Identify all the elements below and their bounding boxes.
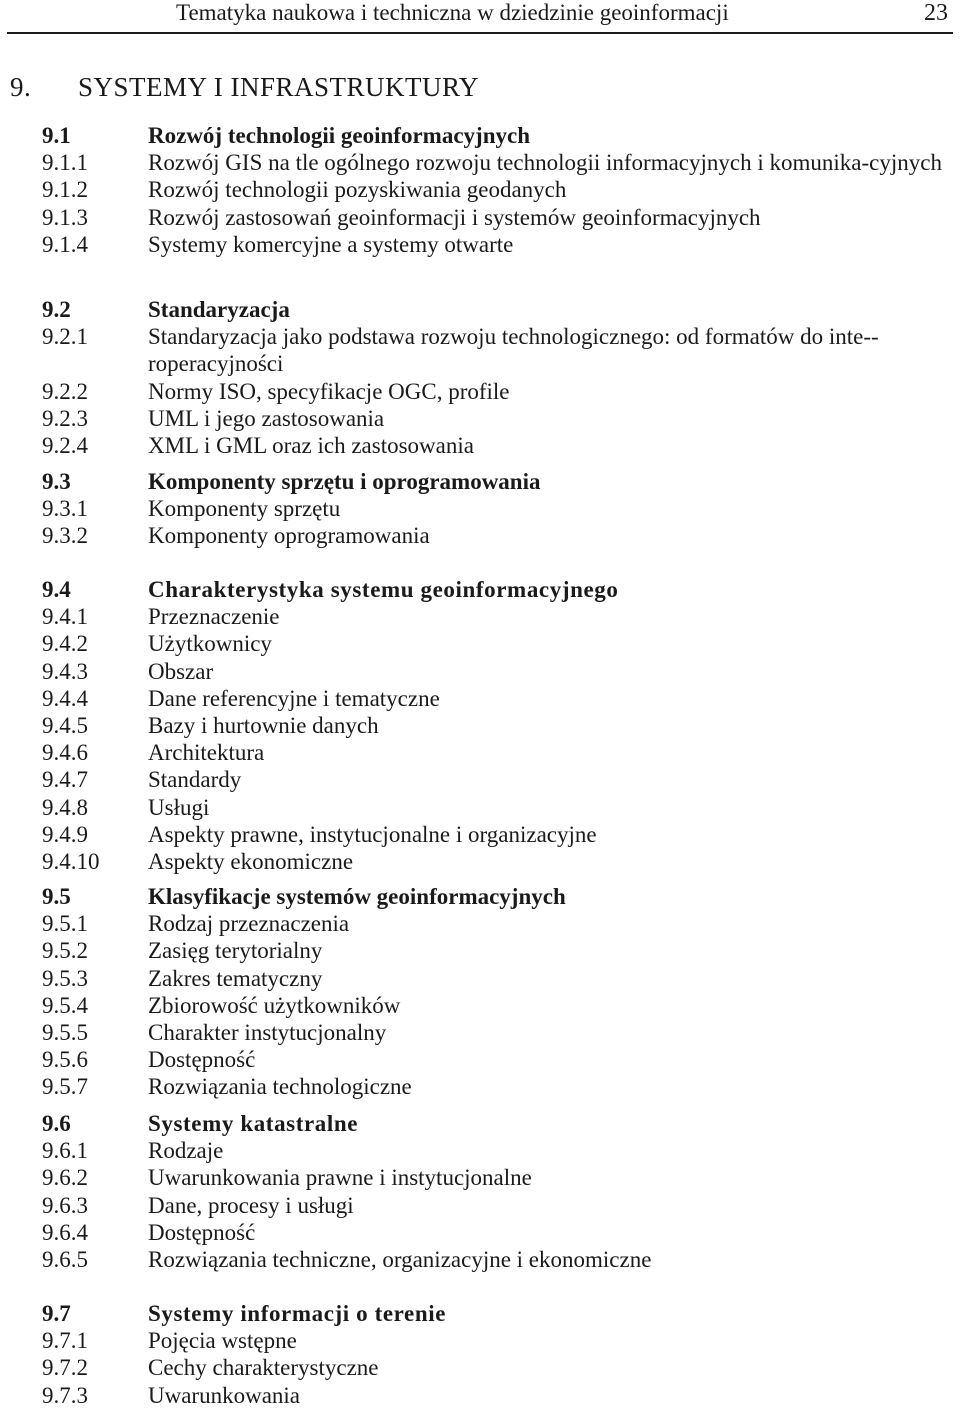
- toc-item: [0, 739, 960, 766]
- item-number: 9.7.1: [42, 1328, 88, 1354]
- chapter-title-text: SYSTEMY I INFRASTRUKTURY: [78, 72, 480, 102]
- toc-section: [0, 122, 960, 258]
- item-number: 9.6.1: [42, 1138, 88, 1164]
- toc-item: [0, 1246, 960, 1273]
- item-number: 9.4.7: [42, 767, 88, 793]
- item-number: 9.5.5: [42, 1020, 88, 1046]
- section-number: 9.2: [42, 297, 71, 322]
- item-number: 9.1.2: [42, 177, 88, 203]
- toc-item: [0, 1073, 960, 1100]
- toc-item: [0, 495, 960, 522]
- item-number: 9.6.2: [42, 1165, 88, 1191]
- item-number: 9.5.6: [42, 1047, 88, 1073]
- toc-section: [0, 296, 960, 459]
- toc-item: [0, 1164, 960, 1191]
- toc-item: [0, 1219, 960, 1246]
- toc-item: [0, 658, 960, 685]
- item-title: Komponenty sprzętu: [148, 496, 341, 522]
- item-number: 9.4.1: [42, 604, 88, 630]
- item-title: Obszar: [148, 658, 214, 684]
- section-number: 9.7: [42, 1301, 71, 1326]
- toc-item: [0, 231, 960, 258]
- toc-item: [0, 204, 960, 231]
- section-title: Systemy katastralne: [148, 1111, 359, 1136]
- item-number: 9.1.1: [42, 150, 88, 176]
- item-number: 9.5.4: [42, 992, 88, 1018]
- item-number: 9.3.1: [42, 496, 88, 522]
- section-title: Charakterystyka systemu geoinformacyjnego: [148, 577, 619, 602]
- item-title: Rodzaje: [148, 1138, 224, 1164]
- item-number: 9.5.7: [42, 1074, 88, 1100]
- item-title: Rozwiązania technologiczne: [148, 1074, 412, 1100]
- toc-item: [0, 821, 960, 848]
- toc-section: [0, 468, 960, 550]
- toc-section-heading: [0, 122, 960, 149]
- item-number: 9.1.3: [42, 204, 88, 230]
- item-title: Dostępność: [148, 1219, 256, 1245]
- item-number: 9.5.3: [42, 965, 88, 991]
- item-title: Bazy i hurtownie danych: [148, 713, 379, 739]
- item-title: Architektura: [148, 740, 265, 766]
- toc-item: [0, 432, 960, 459]
- item-title: Zbiorowość użytkowników: [148, 992, 401, 1018]
- item-number: 9.4.10: [42, 849, 100, 875]
- item-title: Dane referencyjne i tematyczne: [148, 685, 440, 711]
- item-number: 9.4.6: [42, 740, 88, 766]
- toc-section: [0, 883, 960, 1101]
- toc-item: [0, 712, 960, 739]
- section-number: 9.6: [42, 1111, 71, 1136]
- item-title: Rozwiązania techniczne, organizacyjne i ekonomiczne: [148, 1247, 652, 1273]
- item-title: Aspekty prawne, instytucjonalne i organizacyjne: [148, 821, 597, 847]
- item-number: 9.2.3: [42, 405, 88, 431]
- toc-item: [0, 149, 960, 176]
- toc-item: [0, 766, 960, 793]
- item-number: 9.6.4: [42, 1219, 88, 1245]
- running-title: Tematyka naukowa i techniczna w dziedzinie geoinformacji: [176, 0, 729, 25]
- item-title: UML i jego zastosowania: [148, 405, 385, 431]
- item-title: Dane, procesy i usługi: [148, 1192, 354, 1218]
- toc-section-heading: [0, 883, 960, 910]
- toc-item: [0, 992, 960, 1019]
- item-title: Rodzaj przeznaczenia: [148, 911, 350, 937]
- item-title: Przeznaczenie: [148, 604, 280, 630]
- chapter-number: 9.: [10, 72, 32, 102]
- item-title: Zakres tematyczny: [148, 965, 323, 991]
- toc-section-heading: [0, 1110, 960, 1137]
- item-title: Charakter instytucjonalny: [148, 1020, 387, 1046]
- toc-item: [0, 1137, 960, 1164]
- item-title: Usługi: [148, 794, 210, 820]
- section-number: 9.4: [42, 577, 71, 602]
- toc-item: [0, 794, 960, 821]
- section-title: Standaryzacja: [148, 297, 290, 322]
- item-number: 9.1.4: [42, 231, 88, 257]
- toc-item: [0, 1019, 960, 1046]
- item-title: Uwarunkowania prawne i instytucjonalne: [148, 1165, 532, 1191]
- toc-item: [0, 848, 960, 875]
- toc-section: [0, 1300, 960, 1409]
- toc-item: [0, 1327, 960, 1354]
- item-number: 9.7.3: [42, 1382, 88, 1408]
- toc-item: [0, 685, 960, 712]
- section-title: Komponenty sprzętu i oprogramowania: [148, 469, 541, 494]
- toc-section-heading: [0, 1300, 960, 1327]
- item-number: 9.4.2: [42, 631, 88, 657]
- item-title: XML i GML oraz ich zastosowania: [148, 433, 474, 459]
- item-number: 9.6.3: [42, 1192, 88, 1218]
- item-title: Dostępność: [148, 1047, 256, 1073]
- item-title: Uwarunkowania: [148, 1382, 301, 1408]
- item-title: Aspekty ekonomiczne: [148, 849, 354, 875]
- item-number: 9.3.2: [42, 523, 88, 549]
- section-number: 9.5: [42, 884, 71, 909]
- item-number: 9.4.4: [42, 685, 88, 711]
- item-number: 9.5.1: [42, 911, 88, 937]
- toc-item: [0, 378, 960, 405]
- item-title: Cechy charakterystyczne: [148, 1355, 379, 1381]
- item-number: 9.4.3: [42, 658, 88, 684]
- toc-section: [0, 1110, 960, 1273]
- section-title: Klasyfikacje systemów geoinformacyjnych: [148, 884, 566, 909]
- item-title: Rozwój zastosowań geoinformacji i systemów geoinformacyjnych: [148, 204, 761, 230]
- item-title: Rozwój technologii pozyskiwania geodanych: [148, 177, 567, 203]
- toc-section-heading: [0, 576, 960, 603]
- item-number: 9.4.8: [42, 794, 88, 820]
- toc-item: [0, 630, 960, 657]
- section-number: 9.3: [42, 469, 71, 494]
- item-title: Komponenty oprogramowania: [148, 523, 430, 549]
- toc-item: [0, 1192, 960, 1219]
- toc-section: [0, 576, 960, 875]
- item-title: Standardy: [148, 767, 242, 793]
- item-number: 9.6.5: [42, 1247, 88, 1273]
- item-title: Rozwój GIS na tle ogólnego rozwoju technologii informacyjnych i komunika-cyjnych: [148, 150, 942, 176]
- item-title: Standaryzacja jako podstawa rozwoju technologicznego: od formatów do inte-roperacyjności: [148, 324, 879, 377]
- toc-item: [0, 910, 960, 937]
- section-number: 9.1: [42, 123, 71, 148]
- item-number: 9.2.4: [42, 433, 88, 459]
- item-title: Zasięg terytorialny: [148, 938, 323, 964]
- item-title: Systemy komercyjne a systemy otwarte: [148, 231, 514, 257]
- toc-item: [0, 937, 960, 964]
- toc-item: [0, 603, 960, 630]
- toc-item: [0, 1046, 960, 1073]
- item-number: 9.2.2: [42, 378, 88, 404]
- section-title: Rozwój technologii geoinformacyjnych: [148, 123, 530, 148]
- toc-item: [0, 176, 960, 203]
- item-number: 9.5.2: [42, 938, 88, 964]
- section-title: Systemy informacji o terenie: [148, 1301, 447, 1326]
- item-number: 9.4.5: [42, 713, 88, 739]
- item-title: Pojęcia wstępne: [148, 1328, 297, 1354]
- toc-item: [0, 522, 960, 549]
- toc-section-heading: [0, 296, 960, 323]
- toc-item: [0, 323, 960, 377]
- item-title: Użytkownicy: [148, 631, 272, 657]
- item-number: 9.2.1: [42, 324, 88, 350]
- item-number: 9.4.9: [42, 821, 88, 847]
- toc-item: [0, 965, 960, 992]
- toc-item: [0, 405, 960, 432]
- page-number: 23: [924, 0, 948, 26]
- item-number: 9.7.2: [42, 1355, 88, 1381]
- toc-section-heading: [0, 468, 960, 495]
- toc-item: [0, 1354, 960, 1381]
- item-title: Normy ISO, specyfikacje OGC, profile: [148, 378, 510, 404]
